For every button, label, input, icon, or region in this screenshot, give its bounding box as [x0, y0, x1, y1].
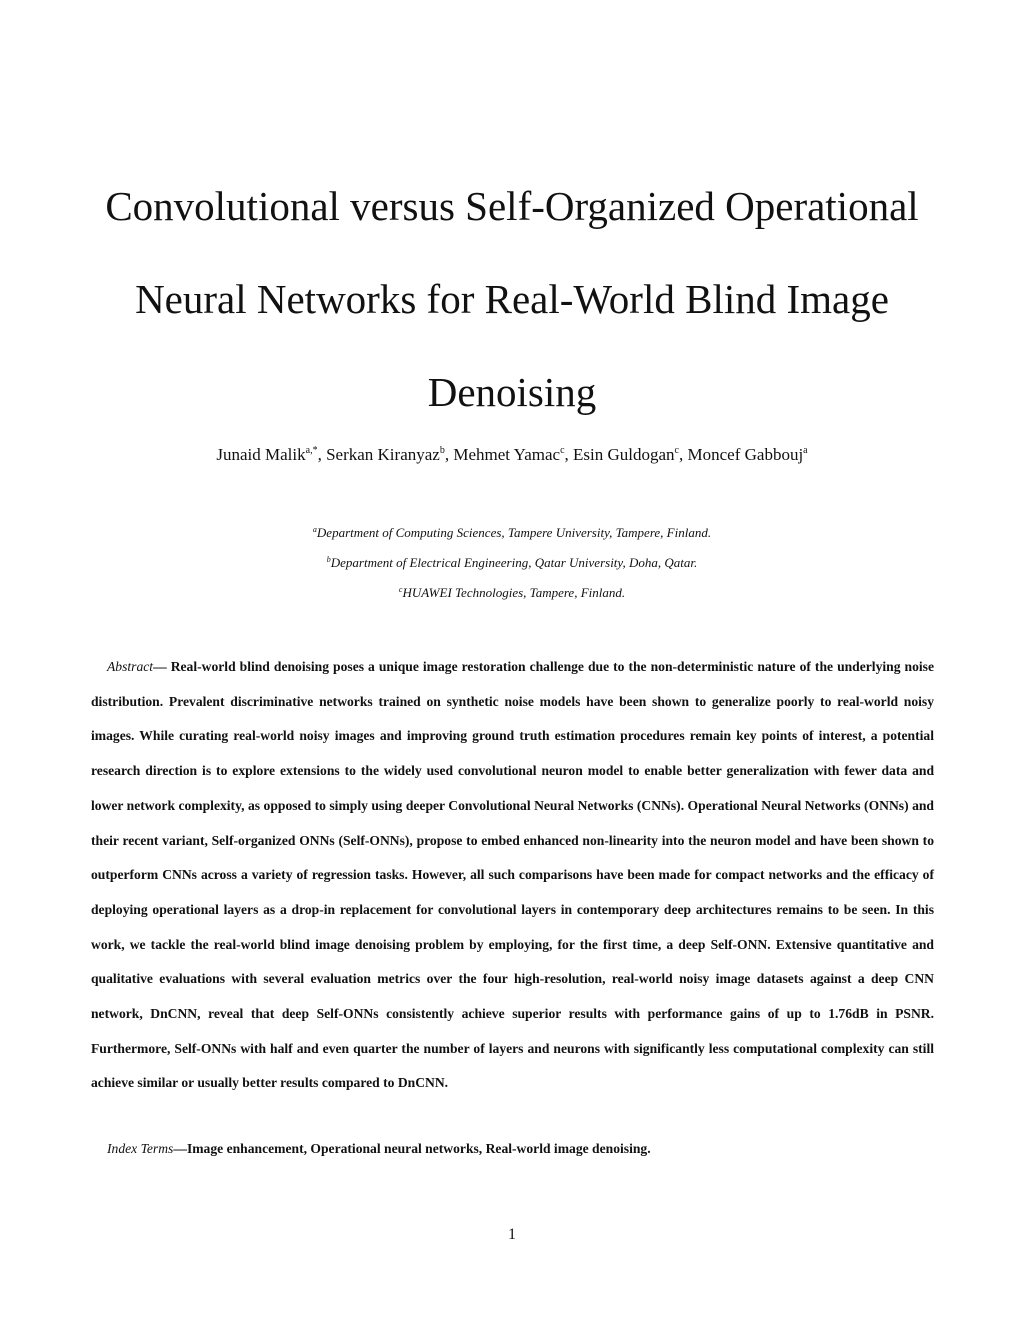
- index-terms-label: Index Terms: [107, 1141, 174, 1156]
- abstract-text: Real-world blind denoising poses a unique image restoration challenge due to the non-deterministic nature of the underlying noise distribution. Prevalent discriminative networks trained on synthetic noise models have been shown to generalize poorly to real-world noisy images. While curating real-world noisy images and improving ground truth estimation procedures remain key points of interest, a potential research direction is to explore extensions to the widely used convolutional neuron model to enable better generalization with fewer data and lower network complexity, as opposed to simply using deeper Convolutional Neural Networks (CNNs). Operational Neural Networks (ONNs) and their recent variant, Self-organized ONNs (Self-ONNs), propose to embed enhanced non-linearity into the neuron model and have been shown to outperform CNNs across a variety of regression tasks. However, all such comparisons have been made for compact networks and the efficacy of deploying operational layers as a drop-in replacement for convolutional layers in contemporary deep architectures remains to be seen. In this work, we tackle the real-world blind image denoising problem by employing, for the first time, a deep Self-ONN. Extensive quantitative and qualitative evaluations with several evaluation metrics over the four high-resolution, real-world noisy image datasets against a deep CNN network, DnCNN, reveal that deep Self-ONNs consistently achieve superior results with performance gains of up to 1.76dB in PSNR. Furthermore, Self-ONNs with half and even quarter the number of layers and neurons with significantly less computational complexity can still achieve similar or usually better results compared to DnCNN.: [91, 659, 934, 1091]
- affiliation-c: $^c$HUAWEI Technologies, Tampere, Finland.: [398, 585, 626, 600]
- abstract: [91, 650, 934, 1101]
- paper-title: [60, 160, 964, 439]
- abstract-dash: —: [153, 659, 171, 674]
- affiliation-b: $^b$Department of Electrical Engineering, Qatar University, Doha, Qatar.: [326, 555, 698, 570]
- index-terms-text: Image enhancement, Operational neural networks, Real-world image denoising.: [186, 1141, 651, 1156]
- abstract-label: Abstract: [107, 659, 154, 674]
- title-line-2: Neural Networks for Real-World Blind Image: [135, 276, 889, 322]
- title-line-1: Convolutional versus Self-Organized Operational: [105, 183, 919, 229]
- author-list: [0, 443, 1024, 467]
- author: Junaid Malik$^{a,*}$,: [216, 445, 327, 464]
- author: Serkan Kiranyaz$^b$,: [326, 445, 454, 464]
- index-terms: [91, 1136, 934, 1162]
- author: Moncef Gabbouj$^a$: [687, 445, 808, 464]
- affiliation-a: $^a$Department of Computing Sciences, Tampere University, Tampere, Finland.: [312, 525, 712, 540]
- author: Mehmet Yamac$^c$,: [453, 445, 574, 464]
- title-line-3: Denoising: [427, 369, 597, 415]
- index-terms-dash: —: [173, 1141, 187, 1156]
- author: Esin Guldogan$^c$,: [573, 445, 688, 464]
- page-number: 1: [508, 1226, 516, 1243]
